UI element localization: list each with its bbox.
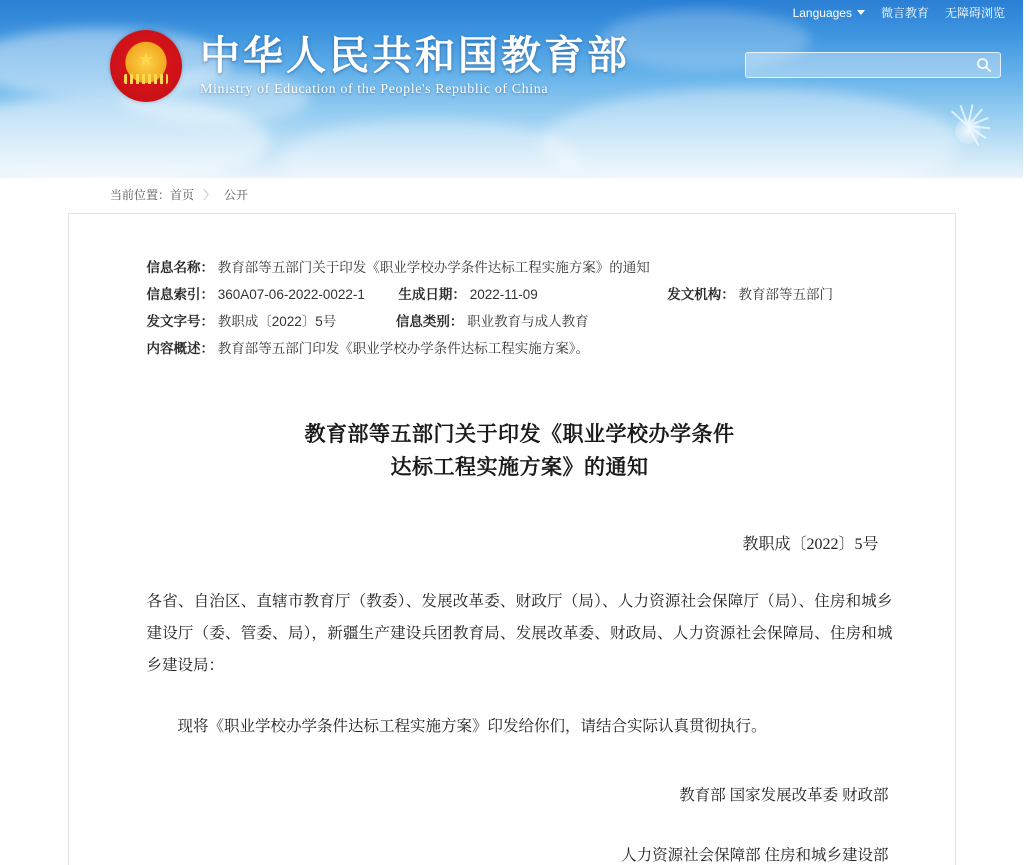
meta-row-name — [147, 254, 893, 281]
document-signature-line-2: 人力资源社会保障部 住房和城乡建设部 — [621, 847, 889, 865]
meta-value-name: 教育部等五部门关于印发《职业学校办学条件达标工程实施方案》的通知 — [217, 260, 650, 275]
document-recipients: 各省、自治区、直辖市教育厅（教委）、发展改革委、财政厅（局）、人力资源社会保障厅（局）、住房和城乡建设厅（委、管委、局），新疆生产建设兵团教育局、发展改革委、财政局、人力资源社会保障局、住房和城乡建设局： — [146, 593, 893, 674]
site-brand[interactable] — [110, 30, 630, 102]
search-button[interactable] — [968, 53, 1000, 77]
dandelion-decoration — [909, 78, 1029, 188]
meta-label-category: 信息类别： — [395, 314, 464, 329]
document-number: 教职成〔2022〕5号 — [742, 536, 879, 554]
meta-value-doc-number: 教职成〔2022〕5号 — [217, 314, 337, 329]
site-title-cn: 中华人民共和国教育部 — [200, 33, 630, 78]
chevron-down-icon — [857, 10, 865, 15]
meta-label-index: 信息索引： — [146, 287, 214, 302]
breadcrumb-item-public[interactable]: 公开 — [224, 188, 249, 202]
breadcrumb-separator-icon: 〉 — [203, 188, 216, 202]
document-body-paragraph: 现将《职业学校办学条件达标工程实施方案》印发给你们，请结合实际认真贯彻执行。 — [177, 718, 767, 736]
meta-value-category: 职业教育与成人教育 — [467, 314, 589, 329]
breadcrumb-item-home[interactable]: 首页 — [170, 188, 195, 202]
accessibility-link[interactable]: 无障碍浏览 — [944, 6, 1005, 20]
meta-value-created-date: 2022-11-09 — [469, 287, 538, 302]
search-input[interactable] — [746, 53, 968, 77]
document-title — [147, 418, 893, 483]
site-title-en: Ministry of Education of the People's Republic of China — [200, 82, 549, 97]
languages-link[interactable] — [793, 6, 865, 20]
national-emblem-icon — [110, 30, 182, 102]
languages-label: Languages — [792, 5, 852, 20]
meta-row-summary — [147, 335, 893, 362]
meta-row-index — [147, 281, 893, 308]
cloud-decoration — [540, 88, 960, 198]
search-box[interactable] — [745, 52, 1001, 78]
meta-value-index: 360A07-06-2022-0022-1 — [217, 287, 365, 302]
meta-label-doc-number: 发文字号： — [146, 314, 214, 329]
document-signature-line-1: 教育部 国家发展改革委 财政部 — [679, 787, 889, 805]
meta-label-summary: 内容概述： — [146, 341, 214, 356]
meta-label-name: 信息名称： — [146, 260, 214, 275]
header-utility-links — [793, 4, 1005, 21]
meta-value-summary: 教育部等五部门印发《职业学校办学条件达标工程实施方案》。 — [217, 341, 590, 356]
document-card — [68, 213, 956, 865]
weiyan-education-link[interactable]: 微言教育 — [880, 6, 929, 20]
document-metadata — [147, 254, 893, 362]
search-icon — [976, 57, 992, 73]
meta-row-doc-number — [147, 308, 893, 335]
document-title-line1: 教育部等五部门关于印发《职业学校办学条件 — [304, 422, 735, 446]
cloud-decoration — [280, 120, 580, 200]
meta-value-issuing-agency: 教育部等五部门 — [738, 287, 834, 302]
meta-label-created-date: 生成日期： — [398, 287, 466, 302]
site-header-banner — [0, 0, 1023, 178]
breadcrumb-label: 当前位置： — [110, 188, 171, 202]
document-title-line2: 达标工程实施方案》的通知 — [390, 454, 649, 479]
meta-label-issuing-agency: 发文机构： — [667, 287, 735, 302]
